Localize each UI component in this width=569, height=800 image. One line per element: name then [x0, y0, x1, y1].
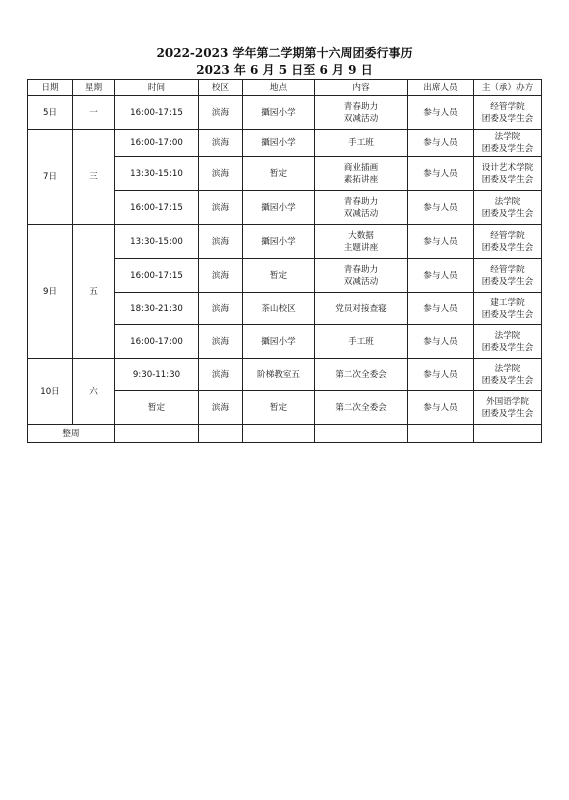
time-cell: 16:00-17:15	[115, 96, 199, 130]
attendees-cell: 参与人员	[408, 325, 474, 359]
host-cell: 法学院 团委及学生会	[474, 325, 542, 359]
host-cell: 外国语学院 团委及学生会	[474, 391, 542, 425]
empty-cell	[408, 425, 474, 443]
content-cell: 青春助力 双减活动	[315, 96, 408, 130]
host-cell: 法学院 团委及学生会	[474, 191, 542, 225]
host-cell: 经管学院 团委及学生会	[474, 96, 542, 130]
header-attendees: 出席人员	[408, 80, 474, 96]
table-row	[28, 96, 542, 130]
content-cell: 手工班	[315, 325, 408, 359]
place-cell: 暂定	[243, 259, 315, 293]
empty-cell	[474, 425, 542, 443]
campus-cell: 滨海	[199, 191, 243, 225]
table-row-whole-week	[28, 425, 542, 443]
time-cell: 16:00-17:00	[115, 325, 199, 359]
content-cell: 第二次全委会	[315, 391, 408, 425]
attendees-cell: 参与人员	[408, 130, 474, 157]
document-title: 2022-2023 学年第二学期第十六周团委行事历	[156, 46, 413, 60]
document-subtitle: 2023 年 6 月 5 日至 6 月 9 日	[196, 63, 373, 77]
time-cell: 16:00-17:00	[115, 130, 199, 157]
weekday-cell: 六	[73, 359, 115, 425]
host-cell: 建工学院 团委及学生会	[474, 293, 542, 325]
attendees-cell: 参与人员	[408, 225, 474, 259]
attendees-cell: 参与人员	[408, 259, 474, 293]
place-cell: 阶梯教室五	[243, 359, 315, 391]
header-time: 时间	[115, 80, 199, 96]
time-cell: 13:30-15:10	[115, 157, 199, 191]
header-place: 地点	[243, 80, 315, 96]
attendees-cell: 参与人员	[408, 157, 474, 191]
content-cell: 青春助力 双减活动	[315, 191, 408, 225]
attendees-cell: 参与人员	[408, 391, 474, 425]
campus-cell: 滨海	[199, 225, 243, 259]
place-cell: 攝园小学	[243, 96, 315, 130]
date-cell: 9日	[28, 225, 73, 359]
table-row	[28, 359, 542, 391]
table-row	[28, 225, 542, 259]
campus-cell: 滨海	[199, 359, 243, 391]
weekday-cell: 五	[73, 225, 115, 359]
time-cell: 16:00-17:15	[115, 259, 199, 293]
table-header-row	[28, 80, 542, 96]
time-cell: 16:00-17:15	[115, 191, 199, 225]
campus-cell: 滨海	[199, 391, 243, 425]
host-cell: 经管学院 团委及学生会	[474, 225, 542, 259]
attendees-cell: 参与人员	[408, 191, 474, 225]
weekday-cell: 三	[73, 130, 115, 225]
schedule-table	[27, 79, 542, 443]
content-cell: 党员对接查寝	[315, 293, 408, 325]
time-cell: 18:30-21:30	[115, 293, 199, 325]
attendees-cell: 参与人员	[408, 293, 474, 325]
campus-cell: 滨海	[199, 325, 243, 359]
attendees-cell: 参与人员	[408, 359, 474, 391]
host-cell: 设计艺术学院 团委及学生会	[474, 157, 542, 191]
content-cell: 大数据 主题讲座	[315, 225, 408, 259]
date-cell: 5日	[28, 96, 73, 130]
date-cell: 10日	[28, 359, 73, 425]
date-cell: 7日	[28, 130, 73, 225]
attendees-cell: 参与人员	[408, 96, 474, 130]
host-cell: 经管学院 团委及学生会	[474, 259, 542, 293]
place-cell: 攝园小学	[243, 130, 315, 157]
host-cell: 法学院 团委及学生会	[474, 130, 542, 157]
header-content: 内容	[315, 80, 408, 96]
content-cell: 第二次全委会	[315, 359, 408, 391]
header-campus: 校区	[199, 80, 243, 96]
campus-cell: 滨海	[199, 130, 243, 157]
empty-cell	[243, 425, 315, 443]
time-cell: 13:30-15:00	[115, 225, 199, 259]
empty-cell	[115, 425, 199, 443]
campus-cell: 滨海	[199, 259, 243, 293]
header-date: 日期	[28, 80, 73, 96]
empty-cell	[199, 425, 243, 443]
campus-cell: 滨海	[199, 157, 243, 191]
content-cell: 青春助力 双减活动	[315, 259, 408, 293]
place-cell: 茶山校区	[243, 293, 315, 325]
campus-cell: 滨海	[199, 293, 243, 325]
place-cell: 攝园小学	[243, 225, 315, 259]
place-cell: 攝园小学	[243, 191, 315, 225]
place-cell: 攝园小学	[243, 325, 315, 359]
content-cell: 手工班	[315, 130, 408, 157]
content-cell: 商业插画 素拓讲座	[315, 157, 408, 191]
weekday-cell: 一	[73, 96, 115, 130]
empty-cell	[315, 425, 408, 443]
time-cell: 9:30-11:30	[115, 359, 199, 391]
header-host: 主（承）办方	[474, 80, 542, 96]
place-cell: 暂定	[243, 157, 315, 191]
whole-week-label: 整周	[28, 425, 115, 443]
time-cell: 暂定	[115, 391, 199, 425]
host-cell: 法学院 团委及学生会	[474, 359, 542, 391]
place-cell: 暂定	[243, 391, 315, 425]
table-row	[28, 130, 542, 157]
header-weekday: 星期	[73, 80, 115, 96]
campus-cell: 滨海	[199, 96, 243, 130]
